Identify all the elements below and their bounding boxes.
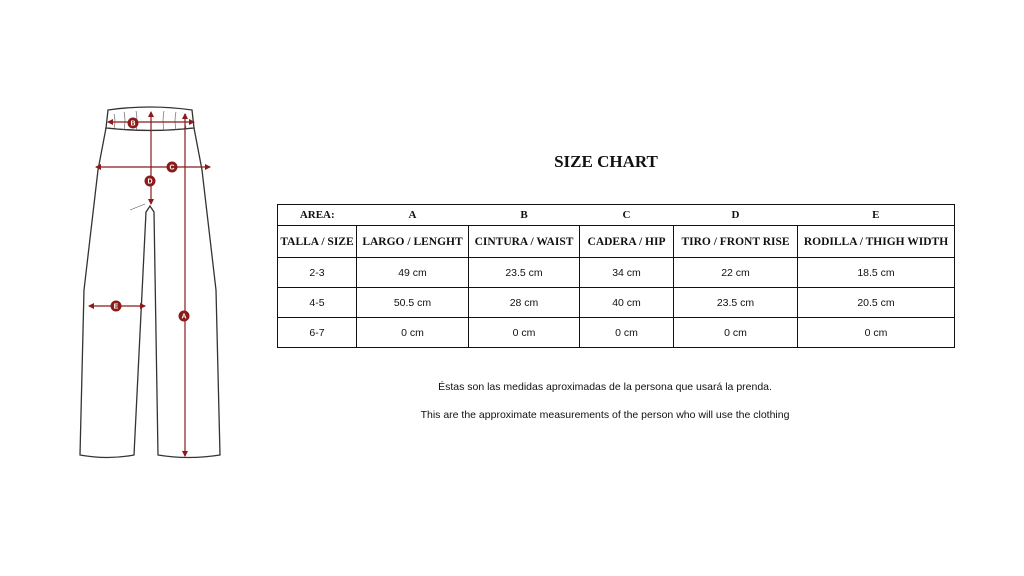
value-cell: 49 cm <box>357 258 469 288</box>
svg-text:E: E <box>113 303 119 311</box>
hip-header: CADERA / HIP <box>580 226 674 258</box>
value-cell: 0 cm <box>580 318 674 348</box>
front-rise-header: TIRO / FRONT RISE <box>674 226 798 258</box>
marker-c <box>167 162 178 173</box>
value-cell: 0 cm <box>674 318 798 348</box>
value-cell: 40 cm <box>580 288 674 318</box>
value-cell: 0 cm <box>469 318 580 348</box>
svg-text:D: D <box>147 178 153 186</box>
table-row <box>278 318 955 348</box>
note-english: This are the approximate measurements of the person who will use the clothing <box>420 409 790 421</box>
value-cell: 50.5 cm <box>357 288 469 318</box>
area-col-c: C <box>580 205 674 226</box>
area-col-a: A <box>357 205 469 226</box>
area-label: AREA: <box>278 205 357 226</box>
value-cell: 23.5 cm <box>674 288 798 318</box>
table-row <box>278 288 955 318</box>
thigh-width-header: RODILLA / THIGH WIDTH <box>798 226 955 258</box>
size-cell: 4-5 <box>278 288 357 318</box>
area-col-e: E <box>798 205 955 226</box>
marker-b <box>128 118 139 129</box>
marker-d <box>145 176 156 187</box>
size-chart-table <box>277 204 955 348</box>
value-cell: 0 cm <box>798 318 955 348</box>
value-cell: 18.5 cm <box>798 258 955 288</box>
pants-measurement-diagram <box>70 100 240 470</box>
header-row <box>278 226 955 258</box>
pants-outline <box>80 107 220 458</box>
waist-header: CINTURA / WAIST <box>469 226 580 258</box>
note-spanish: Éstas son las medidas aproximadas de la persona que usará la prenda. <box>438 381 772 393</box>
value-cell: 28 cm <box>469 288 580 318</box>
marker-a <box>179 311 190 322</box>
size-cell: 2-3 <box>278 258 357 288</box>
size-cell: 6-7 <box>278 318 357 348</box>
value-cell: 20.5 cm <box>798 288 955 318</box>
marker-e <box>111 301 122 312</box>
table-row <box>278 258 955 288</box>
svg-text:A: A <box>181 313 187 321</box>
value-cell: 23.5 cm <box>469 258 580 288</box>
size-header: TALLA / SIZE <box>278 226 357 258</box>
value-cell: 22 cm <box>674 258 798 288</box>
svg-text:B: B <box>130 120 136 128</box>
area-row <box>278 205 955 226</box>
length-header: LARGO / LENGHT <box>357 226 469 258</box>
area-col-d: D <box>674 205 798 226</box>
area-col-b: B <box>469 205 580 226</box>
page-title: SIZE CHART <box>554 152 658 171</box>
svg-text:C: C <box>169 164 175 172</box>
value-cell: 34 cm <box>580 258 674 288</box>
value-cell: 0 cm <box>357 318 469 348</box>
